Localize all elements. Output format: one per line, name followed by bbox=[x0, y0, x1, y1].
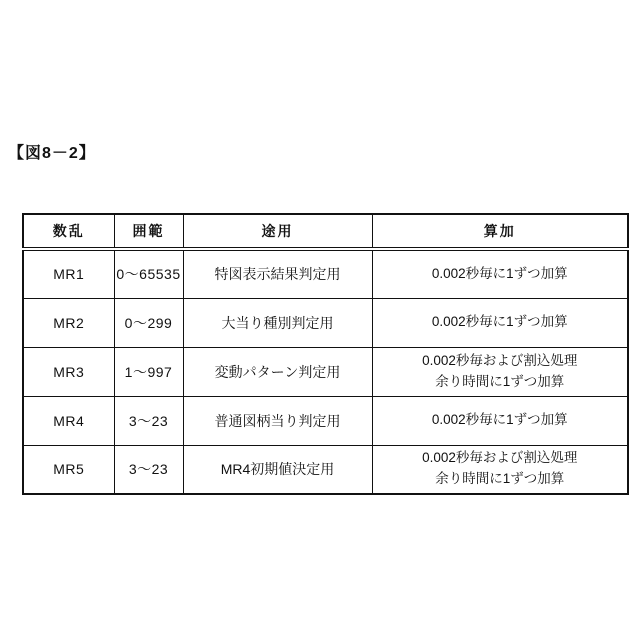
table-row bbox=[23, 249, 628, 298]
cell-range: 1～997 bbox=[114, 347, 183, 396]
cell-addition bbox=[372, 249, 628, 298]
figure-caption: 【図8－2】 bbox=[8, 145, 96, 162]
cell-id: MR1 bbox=[23, 249, 114, 298]
cell-use: 普通図柄当り判定用 bbox=[183, 396, 372, 445]
cell-id: MR5 bbox=[23, 445, 114, 494]
cell-id: MR2 bbox=[23, 298, 114, 347]
cell-range: 3～23 bbox=[114, 445, 183, 494]
header-cell-addition: 算加 bbox=[372, 214, 628, 249]
addition-line: 0.002秒毎に1ずつ加算 bbox=[431, 314, 568, 330]
cell-use: MR4初期値決定用 bbox=[183, 445, 372, 494]
cell-use: 大当り種別判定用 bbox=[183, 298, 372, 347]
header-cell-range: 囲範 bbox=[114, 214, 183, 249]
addition-line: 余り時間に1ずつ加算 bbox=[435, 373, 565, 389]
cell-id: MR4 bbox=[23, 396, 114, 445]
addition-line: 0.002秒毎および割込処理 bbox=[422, 450, 578, 466]
cell-use: 特図表示結果判定用 bbox=[183, 249, 372, 298]
header-cell-random-number: 数乱 bbox=[23, 214, 114, 249]
cell-range: 0～65535 bbox=[114, 249, 183, 298]
cell-addition bbox=[372, 396, 628, 445]
table-row bbox=[23, 445, 628, 494]
table-row bbox=[23, 396, 628, 445]
cell-range: 0～299 bbox=[114, 298, 183, 347]
addition-line: 余り時間に1ずつ加算 bbox=[435, 471, 565, 487]
cell-id: MR3 bbox=[23, 347, 114, 396]
addition-line: 0.002秒毎および割込処理 bbox=[422, 352, 578, 368]
cell-addition bbox=[372, 347, 628, 396]
header-cell-use: 途用 bbox=[183, 214, 372, 249]
addition-line: 0.002秒毎に1ずつ加算 bbox=[431, 412, 568, 428]
cell-addition bbox=[372, 298, 628, 347]
table-row bbox=[23, 347, 628, 396]
cell-range: 3～23 bbox=[114, 396, 183, 445]
table-row bbox=[23, 298, 628, 347]
random-number-spec-table bbox=[22, 213, 629, 495]
table-header-row bbox=[23, 214, 628, 249]
cell-addition bbox=[372, 445, 628, 494]
cell-use: 変動パターン判定用 bbox=[183, 347, 372, 396]
addition-line: 0.002秒毎に1ずつ加算 bbox=[431, 265, 568, 281]
